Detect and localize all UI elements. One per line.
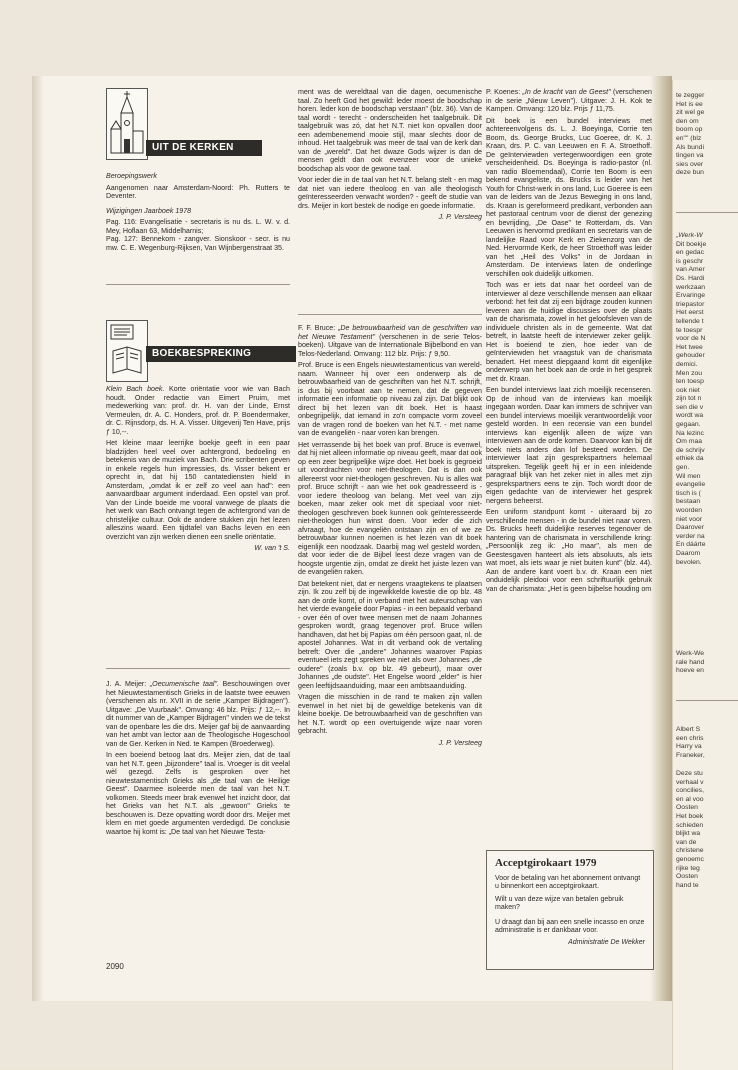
signature: J. P. Versteeg	[438, 738, 482, 747]
text-line: hoeve en	[676, 667, 704, 675]
text-line: Oosten	[676, 873, 698, 881]
text-line: concilies,	[676, 787, 704, 795]
text-line: de schrijv	[676, 446, 705, 454]
klein-bach-title: Klein Bach boek.	[106, 385, 165, 393]
bruce-title: „De betrouwbaarheid van de geschriften van het Nieuwe Testament"	[298, 324, 482, 341]
bruce-body-3: Dat betekent niet, dat er nergens vraagtekens te plaatsen zijn. Ik zou zelf bij de ingewikkelde kwestie die op blz. 48 aan de orde komt, of in verband met het auteurschap van het vierde evangelie door Papias - in een bepaald verband - over één of over twee mensen met de naam Johannes gesproken wordt, graag tegenover prof. Bruce willen handhaven, dat het bij Papias om één persoon gaat, nl. de apostel Johannes. Wat in dit verband ook de vertaling betreft: Over die „andere" Johannes waarover Papias eventueel iets zegt spreken we niet als over Johannes „de oudere" (zoals b.v. op blz. 49 gebeurt), maar over Johannes „de oudste". Het Engelse woord „elder" is hier geen leeftijdsaanduiding, maar een ambtsaanduiding.	[298, 579, 482, 690]
notice-text: U draagt dan bij aan een snelle incasso en onze administratie is er dankbaar voor.	[495, 918, 645, 935]
koenes-review	[486, 88, 652, 114]
text-line: tingen va	[676, 152, 704, 160]
text-line: Ervaringe	[676, 292, 706, 300]
text-line: Het is ee	[676, 100, 703, 108]
next-page-text-d	[672, 726, 738, 760]
text-line: gehouder	[676, 352, 705, 360]
next-page-text-b	[672, 232, 738, 567]
text-line: boom op	[676, 126, 703, 134]
text-line: Oosten	[676, 804, 698, 812]
text-line: Deze stu	[676, 770, 703, 777]
boekbespreking-banner: BOEKBESPREKING	[146, 346, 296, 362]
notice-text: Voor de betaling van het abonnement ontvangt u binnenkort een acceptgirokaart.	[495, 875, 641, 891]
text-line: Na lezinc	[676, 429, 704, 437]
page-number: 2090	[106, 962, 124, 971]
text-line: gen.	[676, 464, 690, 472]
text-line: woorden	[676, 507, 703, 514]
text-line: Als bundi	[676, 143, 704, 151]
item-heading: Beroepingswerk	[106, 172, 157, 180]
koenes-body-2: Toch was er iets dat naar het oordeel van de interviewer al deze verschillende mensen aan elkaar verbond: het feit dat zij een bijdrage zouden kunnen leveren aan de huidige discussies over de plaats van de charismata, zowel in het geloofsleven van de individuele christen als in de gemeente. Wat dat betreft, in laatste heeft de interviewer zeker gelijk. Het is boeiend te zien, hoe ieder van de geïnterviewden het vraagstuk van de charismata benadert. Het meest diepgaand komt dit eigenlijke onderwerp van het boek aan de orde in het gesprek met dr. Kraan.	[486, 281, 652, 383]
text-line: Daarom	[676, 549, 701, 557]
text-line: van Amer	[676, 266, 705, 274]
text-line: Wil men	[676, 472, 701, 480]
text-line: En dáárte	[676, 541, 706, 549]
text-line: te toespr	[676, 326, 703, 334]
text-line: Ds. Hardi	[676, 274, 705, 282]
text-line: Harry va	[676, 743, 702, 751]
bruce-body-2: Het verrassende bij het boek van prof. Bruce is evenwel, dat hij niet alleen informatie op niveau geeft, maar dat ook op een zeer begrijpelijke wijze doet. Het boek is gegroeid uit voordrachten voor niet-theologen. Dat is dan ook allereerst voor niet-theologen geschreven. Nu is alles wat prof. Bruce schrijft - aan wie het ook geadresseerd is - voor iedere theoloog van belang. Met veel van zijn boeken, maar zeker ook met dit speciaal voor niet-theologen geschreven boek kunnen ook geïnteresseerde niet-theologen hun winst doen. Voor ieder die zich afvraagt, hoe de evangeliën ontstaan zijn en of we ze betrouwbaar kunnen noemen is het lezen van dit boek eigenlijk een noodzaak. Daarbij mag wel gesteld worden, dat voor ieder die de Bijbel leest deze vragen van de hoogste urgentie zijn, omdat ze direkt het juiste lezen van de evangeliën raken.	[298, 440, 482, 576]
text-line: tisch is (	[676, 489, 701, 497]
right-koenes-column	[486, 88, 652, 596]
text-line: evangelie	[676, 481, 706, 489]
notice-title: Acceptgirokaart 1979	[495, 857, 597, 869]
text-line: Dit boekje	[676, 240, 707, 248]
signature: J. P. Versteeg	[438, 213, 482, 221]
item-heading: Wijzigingen Jaarboek 1978	[106, 206, 192, 215]
item-text: Pag. 127: Bennekom - zangver. Sionskoor - secr. is nu mw. C. E. Wegenburg-Rijksen, Van Wijnbergenstraat 35.	[106, 235, 290, 252]
bruce-body-1: Prof. Bruce is een Engels nieuwtestamenticus van wereld-naam. Wanneer hij over een onderwerp als de betrouwbaarheid van de geschriften van het N.T. schrijft, is dus bij voorbaat aan te nemen, dat de gegeven informatie een informatie op niveau zal zijn. Dat blijkt ook direct bij het lezen van dit boek. Het is haast onbegrijpelijk, dat iemand in zo'n compacte vorm zoveel van de vragen rond de boeken van het N.T. - met name van de evangeliën - naar voren kan brengen.	[298, 361, 482, 437]
text-line: bevolen.	[676, 558, 702, 566]
text-line: en gedac	[676, 249, 704, 257]
koenes-body-3: Een bundel interviews laat zich moeilijk recenseren. Op de inhoud van de interviews kan moeilijk ingegaan worden. Daar kan immers de schrijver van een bundel interviews moeilijk verantwoordelijk voor gesteld worden. In een recensie van een bundel interviews kan eigenlijk alleen de wijze van interviewen aan de orde komen. Daarvoor kan bij dit boek niets anders dan lof besteed worden. De interviewer laat zijn gesprekspartners helemaal uitspreken. Tegelijk geeft hij er in een inleidende paragraaf blijk van het zeker niet in alles met zijn gesprekspartners eens te zijn. Toch wordt door de eigen gedachte van de interviewer het gesprek nergens beheerst.	[486, 386, 652, 505]
text-line: sen die v	[676, 403, 704, 411]
text-line: zijn tot n	[676, 395, 702, 403]
text-line: Albert S	[676, 726, 701, 733]
book-icon	[109, 323, 145, 379]
meijer-review	[106, 680, 290, 748]
next-page-text-e	[672, 770, 738, 890]
klein-bach-intro: Korte oriëntatie voor wie van Bach houdt. Onder redactie van Eimert Pruim, met medewerking van: prof. dr. H. van der Linde, Ernst Vermeulen, dr. A. C. Honders, prof. dr. P. Boendermaker, dr. C. Rijnsdorp, ds. H. A. Visser. Uitgeverij Ten Have, prijs ƒ 10,--.	[106, 385, 290, 436]
left-book-column	[106, 385, 290, 556]
text-line: sies over	[676, 160, 704, 168]
text-line: Daarover	[676, 524, 704, 532]
left-meijer-column	[106, 680, 290, 839]
text-line: Men zou	[676, 369, 703, 377]
separator	[106, 668, 290, 669]
notice-signature: Administratie De Wekker	[568, 939, 645, 947]
meijer-continued: ment was de wereldtaal van die dagen, oecumenische taal. Zo heeft God het gewild: leder moest de boodschap horen. leder kon de boodschap verstaan" (blz. 36). Van de taal wordt - terecht - onderscheiden het taalgebruik. Dit taalgebruik was zó, dat het N.T. niet kon opvallen door een adembenemend mooie stijl, maar slechts door de inhoud. Het taalgebruik was meer de taal van de kerk dan van de „wereld". Dat het dwaze Gods wijzer is dan de mensen geldt dan ook evenzeer voor de unieke boodschap als voor de gewone taal.	[298, 88, 482, 173]
separator	[298, 314, 482, 315]
bruce-author: F. F. Bruce:	[298, 324, 339, 332]
koenes-author: P. Koenes:	[486, 88, 523, 96]
text-line: triepastor	[676, 300, 705, 308]
item-text: Pag. 116: Evangelisatie - secretaris is nu ds. L. W. v. d. Mey, Hoflaan 63, Middelharnis;	[106, 218, 290, 235]
meijer-title: „Oecumenische taal".	[149, 680, 219, 688]
bruce-review	[298, 324, 482, 358]
text-line: Het twee	[676, 343, 703, 351]
middle-bruce-column	[298, 324, 482, 750]
meijer-body: In een boeiend betoog laat drs. Meijer zien, dat de taal van het N.T. geen „bijzondere" taal is. Vroeger is dit veelal wèl gezegd. Zelfs is gesproken over het nieuwtestamentisch Grieks als „de taal van de Heilige Geest". Daarmee isoleerde men de taal van het N.T. volkomen. Steeds meer brak evenwel het inzicht door, dat het Grieks van het N.T. als „gewoon" Grieks te beschouwen is. Deze opvatting wordt door drs. Meijer met klem en met goede argumenten verdedigd. De conclusie waartoe hij komt is: „De taal van het Nieuwe Testa-	[106, 751, 290, 836]
meijer-continued-2: Voor ieder die in de taal van het N.T. belang stelt - en mag dat niet van iedere theoloog en van alle theologisch geïnteresseerden verwacht worden? - geeft de studie van drs. Meijer in kort bestek de nodige en goede informatie.	[298, 176, 482, 210]
text-line: rijke teg	[676, 864, 700, 872]
text-line: Het eerst	[676, 309, 704, 317]
notice-text: Wilt u van deze wijze van betalen gebruik maken?	[495, 895, 624, 912]
separator	[676, 212, 738, 213]
meijer-intro: Beschouwingen over het Nieuwtestamentisch Grieks in de laatste twee eeuwen (verschenen als nr. XVII in de serie „Kamper Bijdragen"). Uitgave: „De Vuurbaak". Omvang: 46 blz. Prijs: ƒ 12,--. In dit nummer van de „Kamper Bijdragen" vinden we de tekst van de openbare les die drs. Meijer gaf bij de aanvaarding van het ambt van lector aan de Theologische Hogeschool van de Ger. Kerken in Ned. te Kampen (Broederweg).	[106, 680, 290, 748]
next-page-text-c	[672, 650, 738, 676]
text-line: niet voor	[676, 515, 703, 523]
text-line: hand te	[676, 881, 699, 889]
klein-bach-body: Het kleine maar leerrijke boekje geeft in een paar bladzijden heel veel over achtergrond, bedoeling en betekenis van de muziek van Bach. Drie scribenten geven in enkele regels hun impressies, ds. Visser bekent er oprecht in, dat hij 150 cantatediensten hield in Amsterdam, „omdat ik er zelf zo veel aan had": een aanvaardbaar argument inderdaad. Een opstel van prof. Van der Linde boeide me vooral vanwege de plaats die het werk van Bach ontvangt tegen de achtergrond van de christelijke cultuur. Ook de andere stukken zijn het lezen alleszins waard. Een tijdtafel van Bachs leven en een overzicht van zijn werken dienen een snelle oriëntatie.	[106, 439, 290, 541]
koenes-title: „In de kracht van de Geest"	[522, 88, 611, 96]
text-line: verder na	[676, 532, 705, 540]
text-line: blijkt wa	[676, 830, 701, 838]
separator	[676, 700, 738, 701]
text-line: deze bun	[676, 169, 704, 177]
text-line: bestaan	[676, 498, 701, 506]
bruce-body-4: Vragen die misschien in de rand te maken zijn vallen evenwel in het niet bij de geweldige betekenis van dit kleine boekje. De betrouwbaarheid van de geschriften van het N.T. wordt op een overtuigende wijze naar voren gebracht.	[298, 693, 482, 735]
klein-bach-review	[106, 385, 290, 436]
text-line: wordt wa	[676, 412, 704, 420]
bruce-intro: (verschenen in de serie Telos-boeken). Uitgave van de Internationale Bijbelbond en van Telos-Nederland. Omvang: 112 blz. Prijs: ƒ 9,50.	[298, 332, 482, 358]
next-page-edge	[672, 80, 738, 1070]
text-line: Werk-We	[676, 650, 705, 657]
text-line: ten toesp	[676, 378, 704, 386]
uit-de-kerken-banner: UIT DE KERKEN	[146, 140, 262, 156]
text-line: zit wel ge	[676, 109, 705, 117]
church-icon	[109, 91, 145, 157]
koenes-body-4: Een uniform standpunt komt - uiteraard bij zo verschillende mensen - in de bundel niet naar voren. Ds. Brucks heeft duidelijke reserves tegenover de hantering van de charismata in verschillende kring: „Persoonlijk zeg ik: „Ho maar", als men de Geestesgaven hanteert als iets absoluuts, als iets wat moet, als iets waar je niet buiten kunt" (blz. 44). Aan de andere kant voert b.v. dr. Kraan een niet onduidelijk pleidooi voor een schriftuurlijk gebruik van de charismata: „Het is geen bijbelse houding om	[486, 508, 652, 593]
text-line: Franeker,	[676, 751, 705, 759]
text-line: een chris	[676, 734, 704, 742]
text-line: tellende t	[676, 317, 704, 325]
text-line: ook niet	[676, 386, 700, 394]
page-shadow-left	[32, 76, 44, 1001]
text-line: van de	[676, 838, 697, 846]
left-kerken-column	[106, 172, 290, 255]
text-line: en"" (blz	[676, 134, 702, 142]
item-text: Aangenomen naar Amsterdam-Noord: Ph. Rutters te Deventer.	[106, 183, 290, 200]
text-line: en al voo	[676, 795, 704, 803]
separator	[106, 284, 290, 285]
koenes-intro: (verschenen in de serie „Nieuw Leven"). Uitgave: J. H. Kok te Kampen. Omvang: 120 blz. Prijs ƒ 11,75.	[486, 88, 652, 113]
koenes-body-1: Dit boek is een bundel interviews met achtereenvolgens ds. L. J. Boeyinga, Corrie ten Boom, ds. George Brucks, Luc Goeree, dr. K. J. Kraan, drs. P. C. van Leeuwen en F. A. Stroethoff. De geïnterviewden vertegenwoordigen een grote verscheidenheid. Ds. Boeyinga is radio-pastor (nl. van radio Bloemendaal), Corrie ten Boom is een bekend evangeliste, ds. Brucks is leider van het Youth for Christ-werk in ons land, Luc Goeree is een van de leiders van de Jezus Beweging in ons land, ds. Kraan is gereformeerd predikant, verbonden aan het pastoraal centrum voor de dienst der genezing en bevrijding, „De Oase" te Rotterdam, ds. Van Leeuwen is hervormd predikant en secretaris van de landelijke Raad voor Kerk en Ziekenzorg van de Ned. Hervormde Kerk, de heer Stroethoff was leider van het „Heil des Volks" in de Jordaan in Amsterdam. De interviews laten de onderlinge verschillen ook duidelijk uitkomen.	[486, 116, 652, 278]
meijer-author: J. A. Meijer:	[106, 680, 150, 688]
text-line: is geschr	[676, 257, 704, 265]
next-page-text-a	[672, 92, 738, 178]
text-line: voor de N	[676, 335, 706, 343]
church-illustration-box	[106, 88, 148, 160]
text-line: den om	[676, 117, 699, 125]
middle-top-column	[298, 88, 482, 225]
text-line: genoemc	[676, 855, 704, 863]
text-line: demici.	[676, 360, 698, 368]
text-line: Het boek	[676, 812, 704, 820]
signature: W. van 't S.	[254, 544, 290, 552]
text-line: schieden	[676, 821, 704, 829]
book-illustration-box	[106, 320, 148, 382]
acceptgirokaart-notice	[486, 850, 654, 970]
text-line: „Werk-W	[676, 232, 703, 239]
text-line: werkzaan	[676, 283, 706, 291]
text-line: verhaal v	[676, 778, 704, 786]
text-line: christene	[676, 847, 704, 855]
text-line: gegaan.	[676, 421, 701, 429]
text-line: te zegger	[676, 92, 705, 99]
text-line: ethiek da	[676, 455, 704, 463]
text-line: Om maa	[676, 438, 703, 446]
text-line: rale hand	[676, 658, 705, 666]
